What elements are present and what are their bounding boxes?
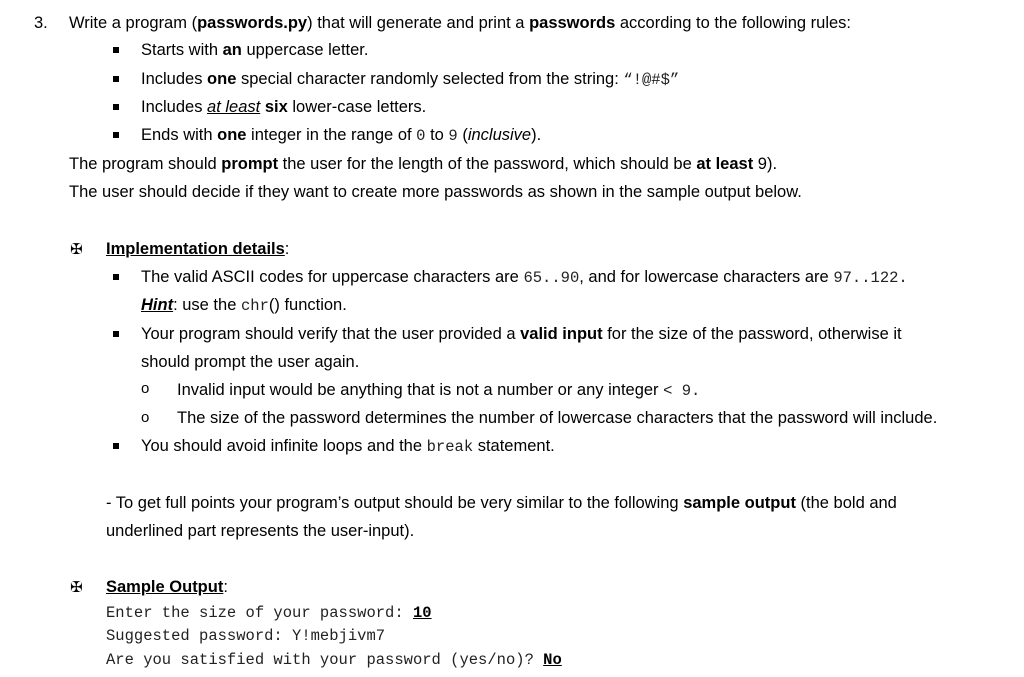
intro-bold: passwords bbox=[529, 14, 616, 32]
rule-text: ). bbox=[531, 126, 542, 144]
prompt-text: the user for the length of the password, which should be bbox=[278, 155, 697, 173]
prompt-text: The program should bbox=[69, 155, 222, 173]
rule-text: ( bbox=[457, 126, 468, 144]
rule-text: Starts with bbox=[141, 41, 223, 59]
rule-item bbox=[141, 70, 679, 89]
circle-bullet-icon: o bbox=[141, 409, 150, 426]
verify-line-2: should prompt the user again. bbox=[141, 353, 360, 371]
note-line bbox=[106, 494, 897, 513]
rule-text: uppercase letter. bbox=[241, 41, 369, 59]
bullet-icon bbox=[113, 443, 119, 449]
sample-heading bbox=[106, 578, 228, 597]
sub-item bbox=[177, 381, 700, 400]
avoid-text: You should avoid infinite loops and the bbox=[141, 437, 427, 455]
hint-label: Hint bbox=[141, 296, 174, 314]
cross-bullet-icon: ✠ bbox=[70, 579, 83, 596]
note-text: (the bold and bbox=[795, 494, 897, 512]
verify-text: for the size of the password, otherwise it bbox=[602, 325, 902, 343]
bullet-icon bbox=[113, 76, 119, 82]
rule-text: special character randomly selected from the string: bbox=[236, 70, 624, 88]
sample-text: Are you satisfied with your password (yes/no)? bbox=[106, 651, 544, 669]
code-upper-range: 65..90 bbox=[523, 269, 580, 287]
prompt-bold: at least bbox=[696, 155, 754, 173]
ascii-line bbox=[141, 268, 908, 287]
implementation-heading bbox=[106, 240, 289, 259]
ascii-text: The valid ASCII codes for uppercase characters are bbox=[141, 268, 524, 286]
heading-colon: : bbox=[223, 578, 228, 596]
verify-line bbox=[141, 325, 902, 344]
rule-text: Includes bbox=[141, 70, 208, 88]
heading-text: Implementation details bbox=[106, 240, 285, 258]
note-bold: sample output bbox=[683, 494, 796, 512]
circle-bullet-icon: o bbox=[141, 380, 150, 397]
rule-bold: an bbox=[222, 41, 242, 59]
code-lower-range: 97..122. bbox=[833, 269, 908, 287]
rule-bold: one bbox=[207, 70, 237, 88]
intro-text: Write a program ( bbox=[69, 14, 198, 32]
sample-line bbox=[106, 651, 562, 669]
sample-line bbox=[106, 627, 385, 645]
prompt-text: 9). bbox=[753, 155, 778, 173]
bullet-icon bbox=[113, 104, 119, 110]
special-chars-code: “!@#$” bbox=[623, 71, 680, 89]
rule-text: Ends with bbox=[141, 126, 218, 144]
intro-text-after: according to the following rules: bbox=[615, 14, 851, 32]
prompt-bold: prompt bbox=[221, 155, 279, 173]
cross-bullet-icon: ✠ bbox=[70, 241, 83, 258]
rule-bold: one bbox=[217, 126, 247, 144]
ascii-text: , and for lowercase characters are bbox=[579, 268, 834, 286]
sample-line bbox=[106, 604, 432, 622]
filename: passwords.py bbox=[197, 14, 308, 32]
heading-text: Sample Output bbox=[106, 578, 224, 596]
bullet-icon bbox=[113, 331, 119, 337]
sub-item: The size of the password determines the number of lowercase characters that the password will include. bbox=[177, 409, 938, 427]
user-input: 10 bbox=[412, 604, 432, 622]
user-input: No bbox=[543, 651, 562, 669]
sample-text: Enter the size of your password: bbox=[106, 604, 413, 622]
question-number: 3. bbox=[34, 14, 48, 32]
avoid-line bbox=[141, 437, 555, 456]
avoid-text: statement. bbox=[473, 437, 555, 455]
code-nine: 9 bbox=[448, 127, 458, 145]
rule-item bbox=[141, 98, 426, 117]
rule-bold: six bbox=[264, 98, 288, 116]
decide-line: The user should decide if they want to create more passwords as shown in the sample output below. bbox=[69, 183, 802, 201]
note-text: - To get full points your program’s output should be very similar to the following bbox=[106, 494, 684, 512]
rule-text: to bbox=[425, 126, 449, 144]
code-zero: 0 bbox=[416, 127, 426, 145]
hint-line bbox=[141, 296, 347, 315]
verify-text: Your program should verify that the user provided a bbox=[141, 325, 521, 343]
rule-text: lower-case letters. bbox=[287, 98, 427, 116]
bullet-icon bbox=[113, 132, 119, 138]
intro-text-mid: ) that will generate and print a bbox=[307, 14, 530, 32]
bullet-icon bbox=[113, 274, 119, 280]
prompt-line bbox=[69, 155, 777, 174]
rule-item bbox=[141, 126, 541, 145]
note-line-2: underlined part represents the user-input). bbox=[106, 522, 415, 540]
heading-colon: : bbox=[284, 240, 290, 258]
question-intro bbox=[69, 14, 851, 33]
rule-italic: inclusive bbox=[467, 126, 532, 144]
hint-text: : use the bbox=[173, 296, 241, 314]
bullet-icon bbox=[113, 47, 119, 53]
code-break: break bbox=[426, 438, 474, 456]
code-chr: chr bbox=[240, 297, 269, 315]
rule-text: Includes bbox=[141, 98, 208, 116]
sub-item-text: Invalid input would be anything that is not a number or any integer bbox=[177, 381, 664, 399]
rule-text: integer in the range of bbox=[246, 126, 417, 144]
code-less-than: < 9. bbox=[663, 382, 701, 400]
sample-text: Suggested password: Y!mebjivm7 bbox=[106, 627, 386, 645]
verify-bold: valid input bbox=[520, 325, 603, 343]
hint-text: () function. bbox=[268, 296, 347, 314]
rule-underline: at least bbox=[207, 98, 261, 116]
rule-item bbox=[141, 41, 368, 60]
